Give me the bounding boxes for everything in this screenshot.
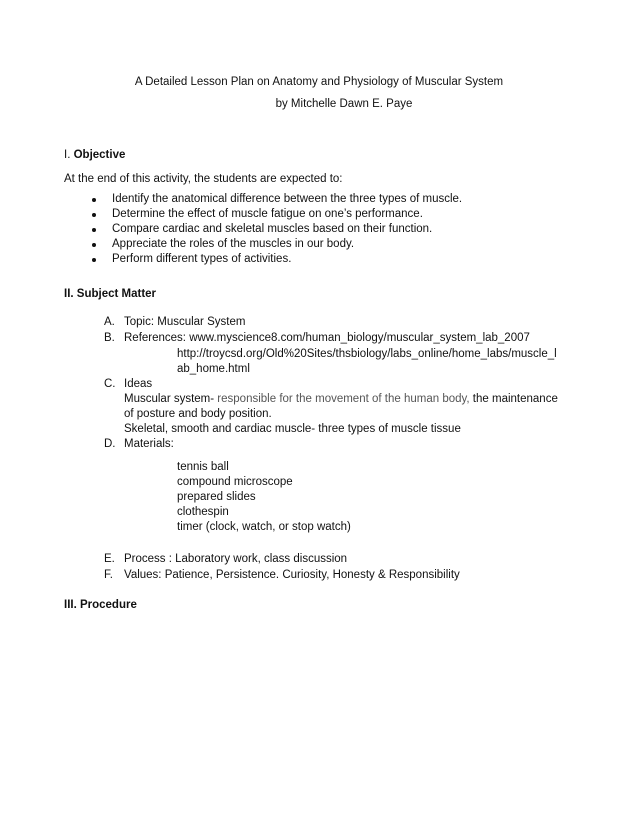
values-text: Values: Patience, Persistence. Curiosity, Honesty & Responsibility: [124, 569, 460, 581]
objective-numeral: I.: [64, 149, 71, 161]
item-letter-e: E.: [104, 553, 115, 565]
objective-list: [90, 192, 462, 267]
item-letter-c: C.: [104, 378, 116, 390]
item-letter-d: D.: [104, 438, 116, 450]
list-item: timer (clock, watch, or stop watch): [177, 521, 351, 533]
process-text: Process : Laboratory work, class discussion: [124, 553, 348, 565]
list-item: prepared slides: [177, 491, 256, 503]
item-letter-b: B.: [104, 332, 115, 344]
objective-intro: At the end of this activity, the students are expected to:: [64, 173, 343, 185]
definition-rest: the maintenance: [469, 393, 558, 405]
item-letter-a: A.: [104, 316, 115, 328]
definition-line2: of posture and body position.: [124, 408, 272, 420]
muscle-types-line: Skeletal, smooth and cardiac muscle- three types of muscle tissue: [124, 423, 461, 435]
subject-matter-heading: II. Subject Matter: [64, 288, 157, 300]
document-title: A Detailed Lesson Plan on Anatomy and Physiology of Muscular System: [134, 76, 504, 88]
reference-link-line2: ab_home.html: [177, 363, 250, 375]
references-text: References: www.myscience8.com/human_biology/muscular_system_lab_2007: [124, 332, 530, 344]
list-item: Compare cardiac and skeletal muscles based on their function.: [90, 222, 462, 237]
list-item: compound microscope: [177, 476, 293, 488]
list-item: Determine the effect of muscle fatigue on one’s performance.: [90, 207, 462, 222]
definition-term: Muscular system-: [124, 393, 215, 405]
procedure-heading: III. Procedure: [64, 599, 137, 611]
list-item: tennis ball: [177, 461, 229, 473]
materials-list: [177, 460, 351, 535]
document-author: by Mitchelle Dawn E. Paye: [275, 98, 413, 110]
list-item: Identify the anatomical difference between the three types of muscle.: [90, 192, 462, 207]
item-letter-f: F.: [104, 569, 113, 581]
reference-link-line1: http://troycsd.org/Old%20Sites/thsbiology/labs_online/home_labs/muscle_l: [177, 348, 557, 360]
list-item: Perform different types of activities.: [90, 252, 462, 267]
ideas-text: Ideas: [124, 378, 153, 390]
list-item: clothespin: [177, 506, 229, 518]
topic-text: Topic: Muscular System: [124, 316, 246, 328]
materials-text: Materials:: [124, 438, 174, 450]
objective-heading: [64, 149, 125, 161]
objective-heading-text: Objective: [73, 149, 126, 161]
muscular-system-definition: [124, 393, 558, 405]
list-item: Appreciate the roles of the muscles in our body.: [90, 237, 462, 252]
definition-gray: responsible for the movement of the human body,: [214, 393, 470, 405]
